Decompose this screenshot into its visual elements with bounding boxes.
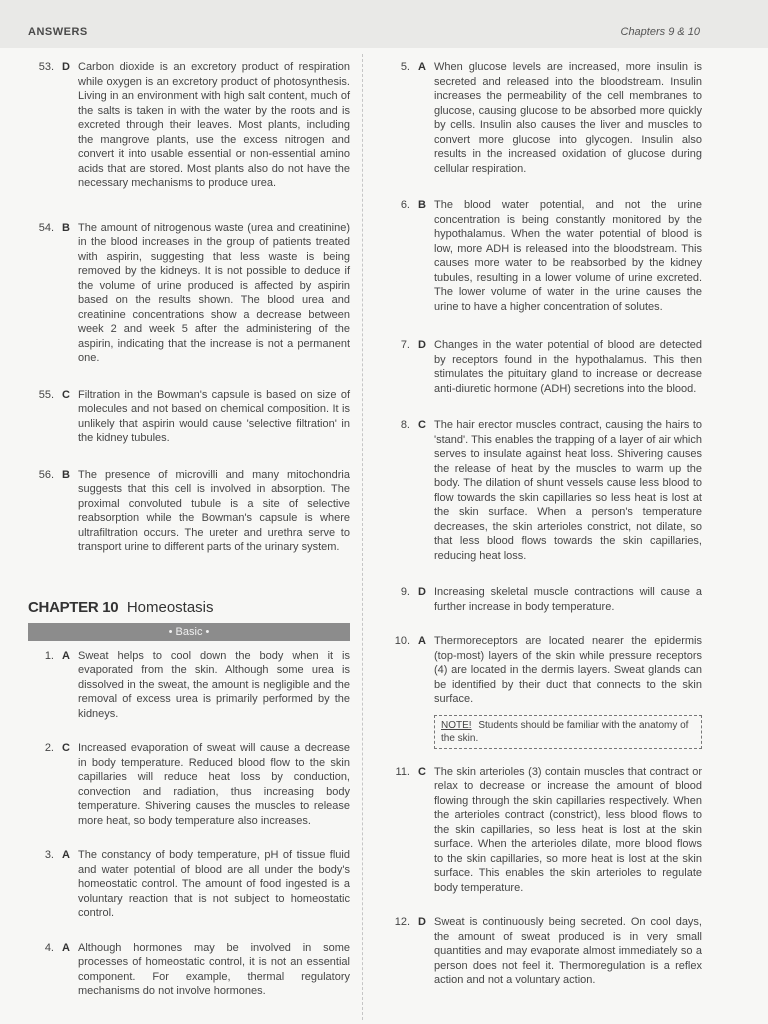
answer-item-53 [28, 60, 350, 191]
right-column [384, 60, 702, 988]
answer-explanation: Sweat is continuously being secreted. On cool days, the amount of sweat produced is in very small quantities and may evaporate almost immediately so a person does not feel it. Thermoregulation is a reflex action and not a voluntary action. [434, 916, 702, 986]
question-number: 56. [38, 468, 54, 481]
answer-letter: D [418, 586, 426, 598]
answer-explanation: When glucose levels are increased, more insulin is secreted and released into the bloodstream. Insulin increases the permeability of the cell membranes to glucose, causing glucose to be absorbed more quickly by cells. Insulin also causes the liver and muscles to convert more glucose into glycogen. Insulin also results in the increased oxidation of glucose during cellular respiration. [434, 61, 702, 175]
answer-letter: A [418, 635, 426, 647]
question-number: 54. [38, 221, 54, 234]
answer-item-5 [384, 60, 702, 176]
question-number: 6. [400, 199, 410, 211]
answer-explanation: Changes in the water potential of blood are detected by receptors found in the hypothalamus. This then stimulates the pituitary gland to increase or decrease anti-diuretic hormone (ADH) secretions into the blood. [434, 339, 702, 395]
answer-letter: D [418, 916, 426, 928]
answer-explanation: Although hormones may be involved in some processes of homeostatic control, it is not an essential component. For example, thermal regulatory mechanisms do not involve hormones. [78, 941, 350, 997]
page-header [0, 0, 768, 48]
question-number: 2. [44, 742, 54, 754]
question-number: 3. [44, 849, 54, 861]
answer-letter: C [62, 742, 70, 754]
answer-letter: D [62, 61, 70, 73]
answer-letter: A [62, 649, 70, 662]
note-text: Students should be familiar with the anatomy of the skin. [441, 719, 689, 744]
answer-item-2 [28, 741, 350, 828]
answer-item-9 [384, 585, 702, 614]
answer-item-4 [28, 941, 350, 999]
answer-explanation: Thermoreceptors are located nearer the epidermis (top-most) layers of the skin while pressure receptors (4) are located in the dermis layers. Sweat glands can be identified by their duct that connects to the skin surface. [434, 635, 702, 705]
answer-letter: C [418, 765, 426, 778]
question-number: 11. [395, 765, 410, 778]
answer-item-6 [384, 198, 702, 314]
answer-item-10 [384, 634, 702, 707]
chapter-range: Chapters 9 & 10 [620, 26, 700, 38]
question-number: 5. [400, 61, 410, 73]
question-number: 12. [394, 916, 410, 928]
answer-item-8 [384, 418, 702, 563]
answer-explanation: Increased evaporation of sweat will cause a decrease in body temperature. Reduced blood flow to the skin capillaries will reduce heat loss by conduction, convection and radiation, thus increasing body temperature. Shivering causes the muscles to release more heat, so body temperature also increases. [78, 742, 350, 827]
answer-explanation: The skin arterioles (3) contain muscles that contract or relax to decrease or increase the amount of blood flowing through the skin capillaries respectively. When the arterioles contract (constrict), less blood flows to the skin capillaries, so less heat is lost at the skin surface. When the arterioles dilate, more blood flows to the skin capillaries, so more heat is lost at the skin surface. This enables the skin arterioles to regulate body temperature. [434, 765, 702, 894]
question-number: 8. [400, 419, 410, 431]
answer-explanation: Increasing skeletal muscle contractions will cause a further increase in body temperature. [434, 586, 702, 613]
answer-item-54 [28, 221, 350, 366]
left-column [28, 60, 350, 999]
column-divider [362, 54, 363, 1020]
question-number: 9. [400, 586, 410, 598]
answer-item-1 [28, 649, 350, 722]
answer-item-12 [384, 915, 702, 988]
chapter-label: CHAPTER 10 [28, 598, 119, 616]
answer-explanation: Sweat helps to cool down the body when it is evaporated from the skin. Although some urea is dissolved in the sweat, the amount is negligible and the removal of excess urea is primarily performed by the kidneys. [78, 649, 350, 720]
question-number: 1. [44, 649, 54, 662]
answer-letter: A [62, 849, 70, 861]
answer-item-3 [28, 848, 350, 921]
answer-letter: C [62, 388, 70, 401]
running-head: ANSWERS [28, 26, 88, 38]
answer-item-11 [384, 765, 702, 896]
question-number: 53. [38, 61, 54, 73]
question-number: 7. [400, 339, 410, 351]
answer-explanation: The amount of nitrogenous waste (urea and creatinine) in the blood increases in the group of patients treated with aspirin, suggesting that less waste is being removed by the kidneys. It is not possible to deduce if the volume of urine produced is affected by aspirin based on the results shown. The blood urea and creatinine concentrations show a decrease between week 2 and week 5 after the administering of the aspirin, indicating that the increase is not a permanent one. [78, 221, 350, 364]
answer-item-56 [28, 468, 350, 555]
answer-explanation: Filtration in the Bowman's capsule is based on size of molecules and not based on chemical composition. It is unlikely that aspirin would cause 'selective filtration' in the kidney tubules. [78, 388, 350, 444]
answer-letter: B [62, 468, 70, 481]
answer-explanation: Carbon dioxide is an excretory product of respiration while oxygen is an excretory product of photosynthesis. Living in an environment with high salt content, much of the salts is taken in with the water by the roots and is excreted through their leaves. Most plants, including the mangrove plants, use the excess nitrogen and convert it into usable essential or non-essential amino acids that are stored. Most plants also do not have the necessary mechanisms to produce urea. [78, 61, 350, 189]
answer-letter: B [418, 199, 426, 211]
question-number: 4. [44, 941, 54, 954]
answer-letter: B [62, 221, 70, 234]
answer-item-55 [28, 388, 350, 446]
answer-explanation: The presence of microvilli and many mitochondria suggests that this cell is involved in absorption. The proximal convoluted tubule is a site of selective reabsorption while the Bowman's capsule is where ultrafiltration occurs. The ureter and urethra serve to transport urine to different parts of the urinary system. [78, 468, 350, 553]
answer-explanation: The hair erector muscles contract, causing the hairs to 'stand'. This enables the trapping of a layer of air which serves to insulate against heat loss. Shivering causes the release of heat by the muscles to warm up the body. The dilation of shunt vessels cause less blood to flow towards the skin capillaries so less heat is lost at the skin surface. When a person's temperature decreases, the skin arterioles constrict, not dilate, so that less blood flows towards the skin capillaries, reducing heat loss. [434, 419, 702, 562]
question-number: 10. [394, 635, 410, 647]
chapter-heading [28, 599, 350, 617]
answer-letter: A [62, 941, 70, 954]
level-banner: • Basic • [28, 623, 350, 641]
answer-letter: C [418, 419, 426, 431]
question-number: 55. [38, 388, 54, 401]
note-box [434, 715, 702, 749]
answer-item-7 [384, 338, 702, 396]
chapter-title: Homeostasis [126, 598, 214, 616]
answer-explanation: The blood water potential, and not the urine concentration is being constantly monitored by the hypothalamus. When the water potential of blood is low, more ADH is released into the bloodstream. This causes more water to be reabsorbed by the kidney tubules, resulting in a lower volume of urine excreted. The lower volume of water in the urine causes the urine to have a higher concentration of solutes. [434, 199, 702, 313]
answer-letter: D [418, 339, 426, 351]
answer-explanation: The constancy of body temperature, pH of tissue fluid and water potential of blood are all under the body's homeostatic control. The amount of food ingested is a voluntary reaction that is not subject to homeostatic control. [78, 849, 350, 919]
answer-letter: A [418, 61, 426, 73]
note-label: NOTE! [441, 719, 472, 731]
